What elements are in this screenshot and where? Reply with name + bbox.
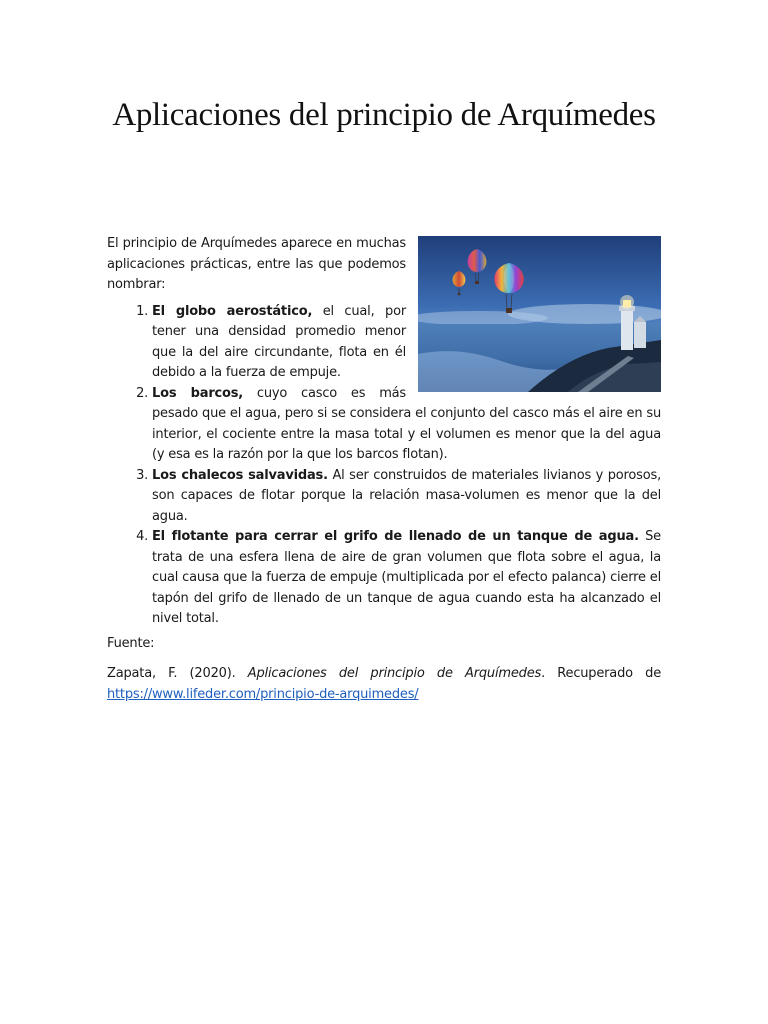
list-item: [152, 466, 661, 528]
intro-paragraph: El principio de Arquímedes aparece en muchas aplicaciones prácticas, entre las que podemos nombrar:: [107, 236, 406, 292]
item-text: Al ser construidos de materiales livianos y porosos, son capaces de flotar porque la relación masa-volumen es menor que la del agua.: [152, 467, 662, 524]
item-text: Se trata de una esfera llena de aire de gran volumen que flota sobre el agua, la cual causa que la fuerza de empuje (multiplicada por el efecto palanca) cierre el tapón del grifo de llenado de un tanque de agua cuando esta ha alcanzado el nivel total.: [152, 529, 661, 626]
citation-suffix: . Recuperado de: [541, 666, 661, 681]
item-bold: Los barcos,: [152, 385, 244, 401]
item-bold: El globo aerostático,: [152, 303, 313, 319]
item-bold: Los chalecos salvavidas.: [152, 467, 328, 483]
citation-title: Aplicaciones del principio de Arquímedes: [247, 666, 542, 681]
item-text: cuyo casco es más pesado que el agua, pero si se considera el conjunto del casco más el aire en su interior, el cociente entre la masa total y el volumen es menor que la del agua (y esa es la razón por la que los barcos flotan).: [152, 385, 661, 462]
document-body: [107, 234, 661, 630]
document-title: Aplicaciones del principio de Arquímedes: [112, 97, 656, 133]
item-text: el cual, por tener una densidad promedio menor que la del aire circundante, flota en él debido a la fuerza de empuje.: [152, 303, 406, 380]
item-bold: El flotante para cerrar el grifo de llenado de un tanque de agua.: [152, 529, 639, 544]
source-link[interactable]: https://www.lifeder.com/principio-de-arquimedes/: [107, 686, 419, 702]
source-label: Fuente:: [107, 636, 155, 651]
list-item: [152, 527, 661, 630]
citation: [107, 664, 661, 705]
citation-prefix: Zapata, F. (2020).: [107, 666, 248, 681]
balloons-lighthouse-photo: [418, 236, 661, 392]
list-item: [152, 384, 661, 466]
